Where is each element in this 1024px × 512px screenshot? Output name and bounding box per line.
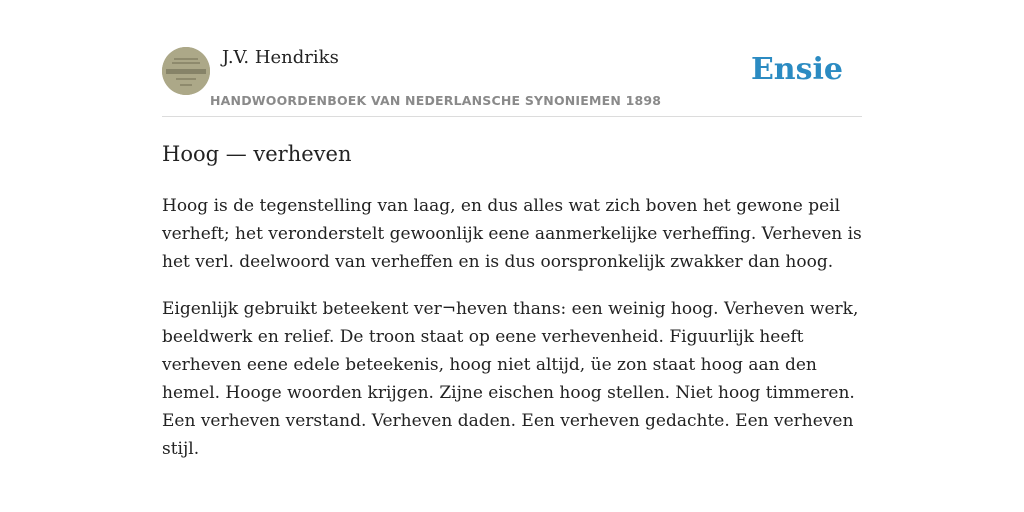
page-title: Hoog — verheven (162, 142, 352, 166)
author-name[interactable]: J.V. Hendriks (222, 47, 339, 68)
paragraph: Hoog is de tegenstelling van laag, en dus alles wat zich boven het gewone peil verheft; het veronderstelt gewoonlijk eene aanmerkelijke verheffing. Verheven is het verl. deelwoord van verheffen en is dus oorspronkelijk zwakker dan hoog. (162, 196, 862, 272)
paragraph: Eigenlijk gebruikt beteekent ver¬heven thans: een weinig hoog. Verheven werk, beeldwerk en relief. De troon staat op eene verhevenheid. Figuurlijk heeft verheven eene edele beteekenis, hoog niet altijd, üe zon staat hoog aan den hemel. Hooge woorden krijgen. Zijne eischen hoog stellen. Niet hoog timmeren. Een verheven verstand. Verheven daden. Een verheven gedachte. Een verheven stijl. (162, 299, 859, 459)
avatar[interactable] (162, 47, 210, 95)
source-title[interactable]: HANDWOORDENBOEK VAN NEDERLANSCHE SYNONIEMEN 1898 (210, 93, 662, 108)
book-cover-icon (162, 47, 210, 95)
article-body (162, 192, 862, 482)
header (162, 46, 862, 117)
brand-logo[interactable]: Ensie (750, 52, 843, 87)
